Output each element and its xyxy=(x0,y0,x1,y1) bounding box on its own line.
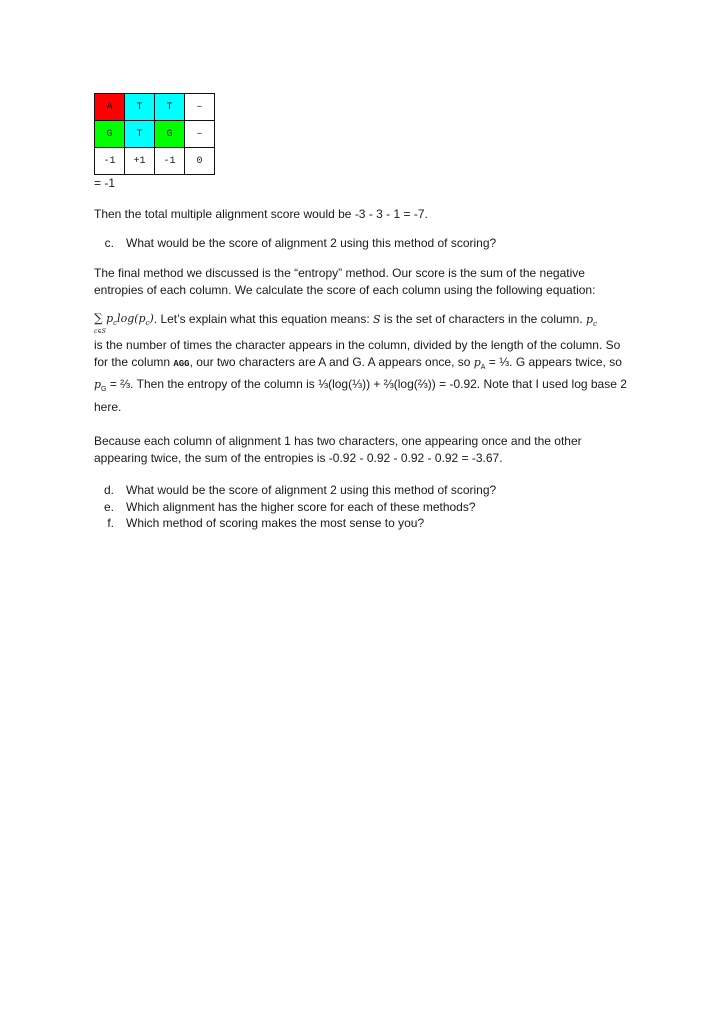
alignment-table xyxy=(94,93,215,175)
question-text: Which alignment has the higher score for each of these methods? xyxy=(126,499,476,514)
alignment-cell: T xyxy=(125,121,155,148)
sum-expression xyxy=(94,312,154,335)
S-var: S xyxy=(373,313,381,326)
alignment-cell: -1 xyxy=(155,148,185,175)
alignment-cell: T xyxy=(125,94,155,121)
question-item xyxy=(94,515,634,532)
log-expression: log(p xyxy=(117,312,146,325)
question-label: e. xyxy=(103,499,114,514)
question-text: What would be the score of alignment 2 using this method of scoring? xyxy=(126,235,497,250)
total-score-text: Then the total multiple alignment score would be -3 - 3 - 1 = -7. xyxy=(94,207,428,221)
alignment-row xyxy=(95,94,215,121)
sum-subscript: c∈S xyxy=(94,328,106,335)
question-list xyxy=(94,482,634,532)
explanation-line1: is the number of times the character appears in the column, divided by the length of the column. xyxy=(94,338,603,352)
for-column-suffix: , our two characters are A and G. A appears once, so xyxy=(189,354,474,369)
pA-var: p xyxy=(473,355,481,369)
document-page xyxy=(94,93,634,532)
pA-value: = ⅓. G appears twice, so xyxy=(485,354,622,369)
alignment-cell: +1 xyxy=(125,148,155,175)
pc-var: p xyxy=(586,313,594,326)
p-var: p xyxy=(106,312,114,325)
entropy-intro-paragraph: The final method we discussed is the “entropy” method. Our score is the sum of the negative entropies of each column. We calculate the score of each column using the following equation: xyxy=(94,266,596,297)
alignment-cell: 0 xyxy=(185,148,215,175)
for-column-prefix: So for the column xyxy=(94,338,621,369)
sum-symbol: ∑ xyxy=(94,311,103,325)
pG-value: = ⅔. Then the entropy of the column is ⅓(log(⅓)) + ⅔(log(⅔)) = -0.92. Note that I used log base 2 here. xyxy=(94,377,627,414)
pG-sub: G xyxy=(101,386,107,393)
alignment-row xyxy=(95,148,215,175)
alignment-cell: – xyxy=(185,94,215,121)
alignment-row xyxy=(95,121,215,148)
alignment-cell: A xyxy=(95,94,125,121)
question-item xyxy=(94,499,634,516)
alignment-cell: – xyxy=(185,121,215,148)
close-paren: ) xyxy=(149,312,154,325)
explanation-paragraph xyxy=(94,337,634,415)
c-sub-2: c xyxy=(145,319,150,327)
c-sub: c xyxy=(113,319,118,327)
alignment1-entropy-paragraph: Because each column of alignment 1 has two characters, one appearing once and the other appearing twice, the sum of the entropies is -0.92 - 0.92 - 0.92 - 0.92 = -3.67. xyxy=(94,434,582,465)
pc-sub: c xyxy=(593,320,597,328)
column-score-result: = -1 xyxy=(94,176,116,190)
pG-var: p xyxy=(94,378,102,391)
pA-sub: A xyxy=(480,363,486,371)
equation-after-text: . Let’s explain what this equation means: xyxy=(153,312,374,326)
question-label: f. xyxy=(107,516,114,530)
alignment-cell: -1 xyxy=(95,148,125,175)
question-label: c. xyxy=(104,235,114,250)
alignment-cell: T xyxy=(155,94,185,121)
question-label: d. xyxy=(103,483,114,497)
question-text: Which method of scoring makes the most sense to you? xyxy=(126,516,425,530)
question-item xyxy=(94,482,634,499)
question-text: What would be the score of alignment 2 using this method of scoring? xyxy=(126,483,497,497)
alignment-cell: G xyxy=(95,121,125,148)
alignment-cell: G xyxy=(155,121,185,148)
entropy-equation-line xyxy=(94,312,634,335)
set-text: is the set of characters in the column. xyxy=(380,312,587,326)
question-c xyxy=(94,235,634,252)
column-name: AGG xyxy=(173,358,190,369)
